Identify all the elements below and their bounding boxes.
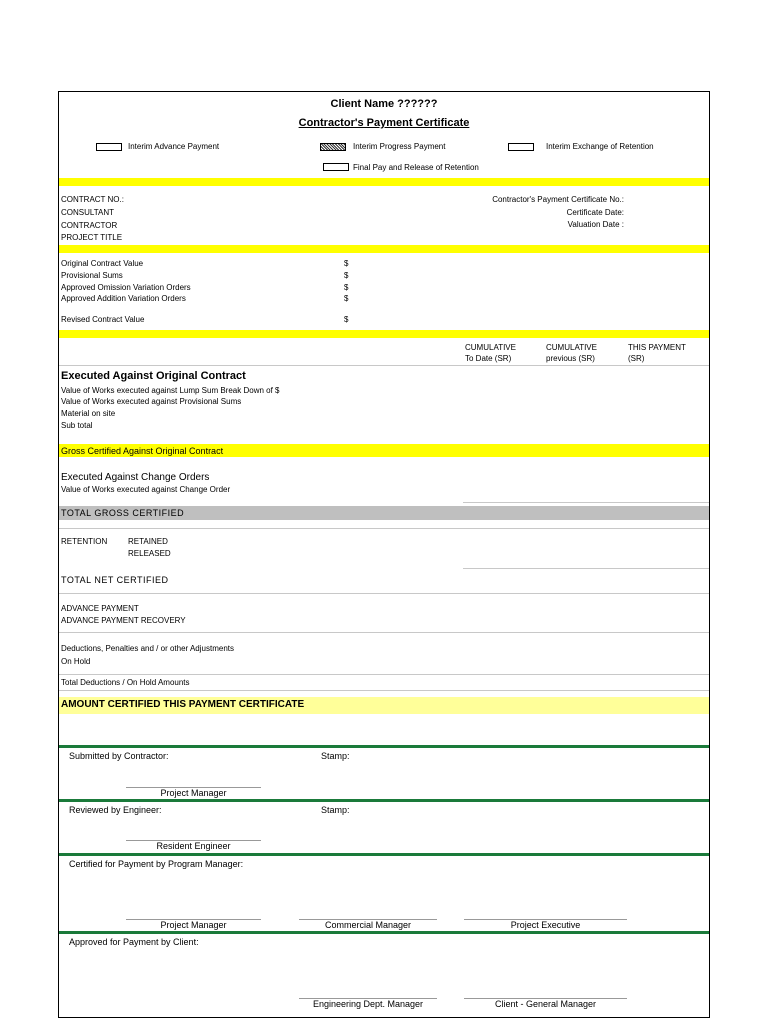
- amount-certified-label: AMOUNT CERTIFIED THIS PAYMENT CERTIFICATE: [61, 699, 305, 710]
- row-divider: [59, 365, 709, 366]
- valuation-date-label: Valuation Date :: [567, 220, 624, 229]
- revised-contract-value-label: Revised Contract Value: [61, 315, 145, 324]
- total-deductions-label: Total Deductions / On Hold Amounts: [61, 678, 190, 687]
- original-contract-heading: Executed Against Original Contract: [61, 370, 246, 382]
- submitted-role-project-manager: Project Manager: [160, 788, 227, 798]
- section-divider: [59, 799, 709, 802]
- separator-band: [59, 178, 709, 186]
- row-divider: [59, 632, 709, 633]
- row-divider: [463, 502, 709, 503]
- sub-total-label: Sub total: [61, 421, 93, 430]
- submitted-by-label: Submitted by Contractor:: [69, 751, 169, 761]
- advance-recovery-label: ADVANCE PAYMENT RECOVERY: [61, 616, 186, 625]
- original-contract-value-currency: $: [344, 259, 349, 268]
- col-cumulative-to-date-line1: CUMULATIVE: [465, 343, 516, 352]
- certified-role-project-manager: Project Manager: [160, 920, 227, 930]
- total-gross-label: TOTAL GROSS CERTIFIED: [61, 508, 185, 518]
- omission-orders-currency: $: [344, 283, 349, 292]
- released-label: RELEASED: [128, 549, 171, 558]
- total-net-label: TOTAL NET CERTIFIED: [61, 575, 169, 585]
- retained-label: RETAINED: [128, 537, 168, 546]
- project-title-label: PROJECT TITLE: [61, 233, 123, 242]
- reviewed-role-resident-engineer: Resident Engineer: [156, 841, 231, 851]
- certificate-no-label: Contractor's Payment Certificate No.:: [492, 195, 624, 204]
- col-cumulative-to-date-line2: To Date (SR): [465, 354, 512, 363]
- certificate-date-label: Certificate Date:: [566, 208, 624, 217]
- deductions-label: Deductions, Penalties and / or other Adjustments: [61, 644, 234, 653]
- provisional-sums-currency: $: [344, 271, 349, 280]
- change-order-works-label: Value of Works executed against Change Order: [61, 485, 231, 494]
- approved-role-engineering-manager: Engineering Dept. Manager: [312, 999, 424, 1009]
- row-divider: [463, 568, 709, 569]
- certified-by-label: Certified for Payment by Program Manager:: [69, 859, 244, 869]
- section-divider: [59, 745, 709, 748]
- on-hold-label: On Hold: [61, 657, 91, 666]
- certificate-title: Contractor's Payment Certificate: [298, 117, 470, 129]
- provisional-works-label: Value of Works executed against Provisional Sums: [61, 397, 242, 406]
- certified-role-project-executive: Project Executive: [510, 920, 581, 930]
- row-divider: [59, 674, 709, 675]
- row-divider: [59, 690, 709, 691]
- contract-no-label: CONTRACT NO.:: [61, 195, 124, 204]
- addition-orders-label: Approved Addition Variation Orders: [61, 294, 186, 303]
- col-cumulative-previous-line2: previous (SR): [546, 354, 595, 363]
- checkbox-interim-progress[interactable]: [320, 143, 346, 151]
- reviewed-stamp-label: Stamp:: [321, 805, 350, 815]
- checkbox-final-pay[interactable]: [323, 163, 349, 171]
- col-cumulative-previous-line1: CUMULATIVE: [546, 343, 597, 352]
- revised-contract-value-currency: $: [344, 315, 349, 324]
- submitted-stamp-label: Stamp:: [321, 751, 350, 761]
- gross-original-label: Gross Certified Against Original Contract: [61, 446, 224, 456]
- separator-band: [59, 330, 709, 338]
- client-name: Client Name ??????: [330, 98, 438, 110]
- row-divider: [59, 528, 709, 529]
- separator-band: [59, 245, 709, 253]
- row-divider: [59, 593, 709, 594]
- checkbox-interim-advance[interactable]: [96, 143, 122, 151]
- option-label-final-pay: Final Pay and Release of Retention: [353, 163, 479, 172]
- option-label-interim-exchange: Interim Exchange of Retention: [546, 142, 654, 151]
- contractor-label: CONTRACTOR: [61, 221, 118, 230]
- approved-by-label: Approved for Payment by Client:: [69, 937, 199, 947]
- checkbox-interim-exchange[interactable]: [508, 143, 534, 151]
- certified-role-commercial-manager: Commercial Manager: [324, 920, 412, 930]
- section-divider: [59, 931, 709, 934]
- advance-payment-label: ADVANCE PAYMENT: [61, 604, 139, 613]
- change-orders-heading: Executed Against Change Orders: [61, 472, 210, 483]
- consultant-label: CONSULTANT: [61, 208, 115, 217]
- option-label-interim-advance: Interim Advance Payment: [128, 142, 220, 151]
- col-this-payment-line1: THIS PAYMENT: [628, 343, 686, 352]
- retention-label: RETENTION: [61, 537, 108, 546]
- material-on-site-label: Material on site: [61, 409, 116, 418]
- provisional-sums-label: Provisional Sums: [61, 271, 123, 280]
- original-contract-value-label: Original Contract Value: [61, 259, 144, 268]
- omission-orders-label: Approved Omission Variation Orders: [61, 283, 191, 292]
- approved-role-client-general-manager: Client - General Manager: [494, 999, 597, 1009]
- payment-certificate-form: [58, 91, 710, 1018]
- reviewed-by-label: Reviewed by Engineer:: [69, 805, 162, 815]
- section-divider: [59, 853, 709, 856]
- addition-orders-currency: $: [344, 294, 349, 303]
- option-label-interim-progress: Interim Progress Payment: [353, 142, 446, 151]
- lump-sum-works-label: Value of Works executed against Lump Sum Break Down of $: [61, 386, 280, 395]
- col-this-payment-line2: (SR): [628, 354, 645, 363]
